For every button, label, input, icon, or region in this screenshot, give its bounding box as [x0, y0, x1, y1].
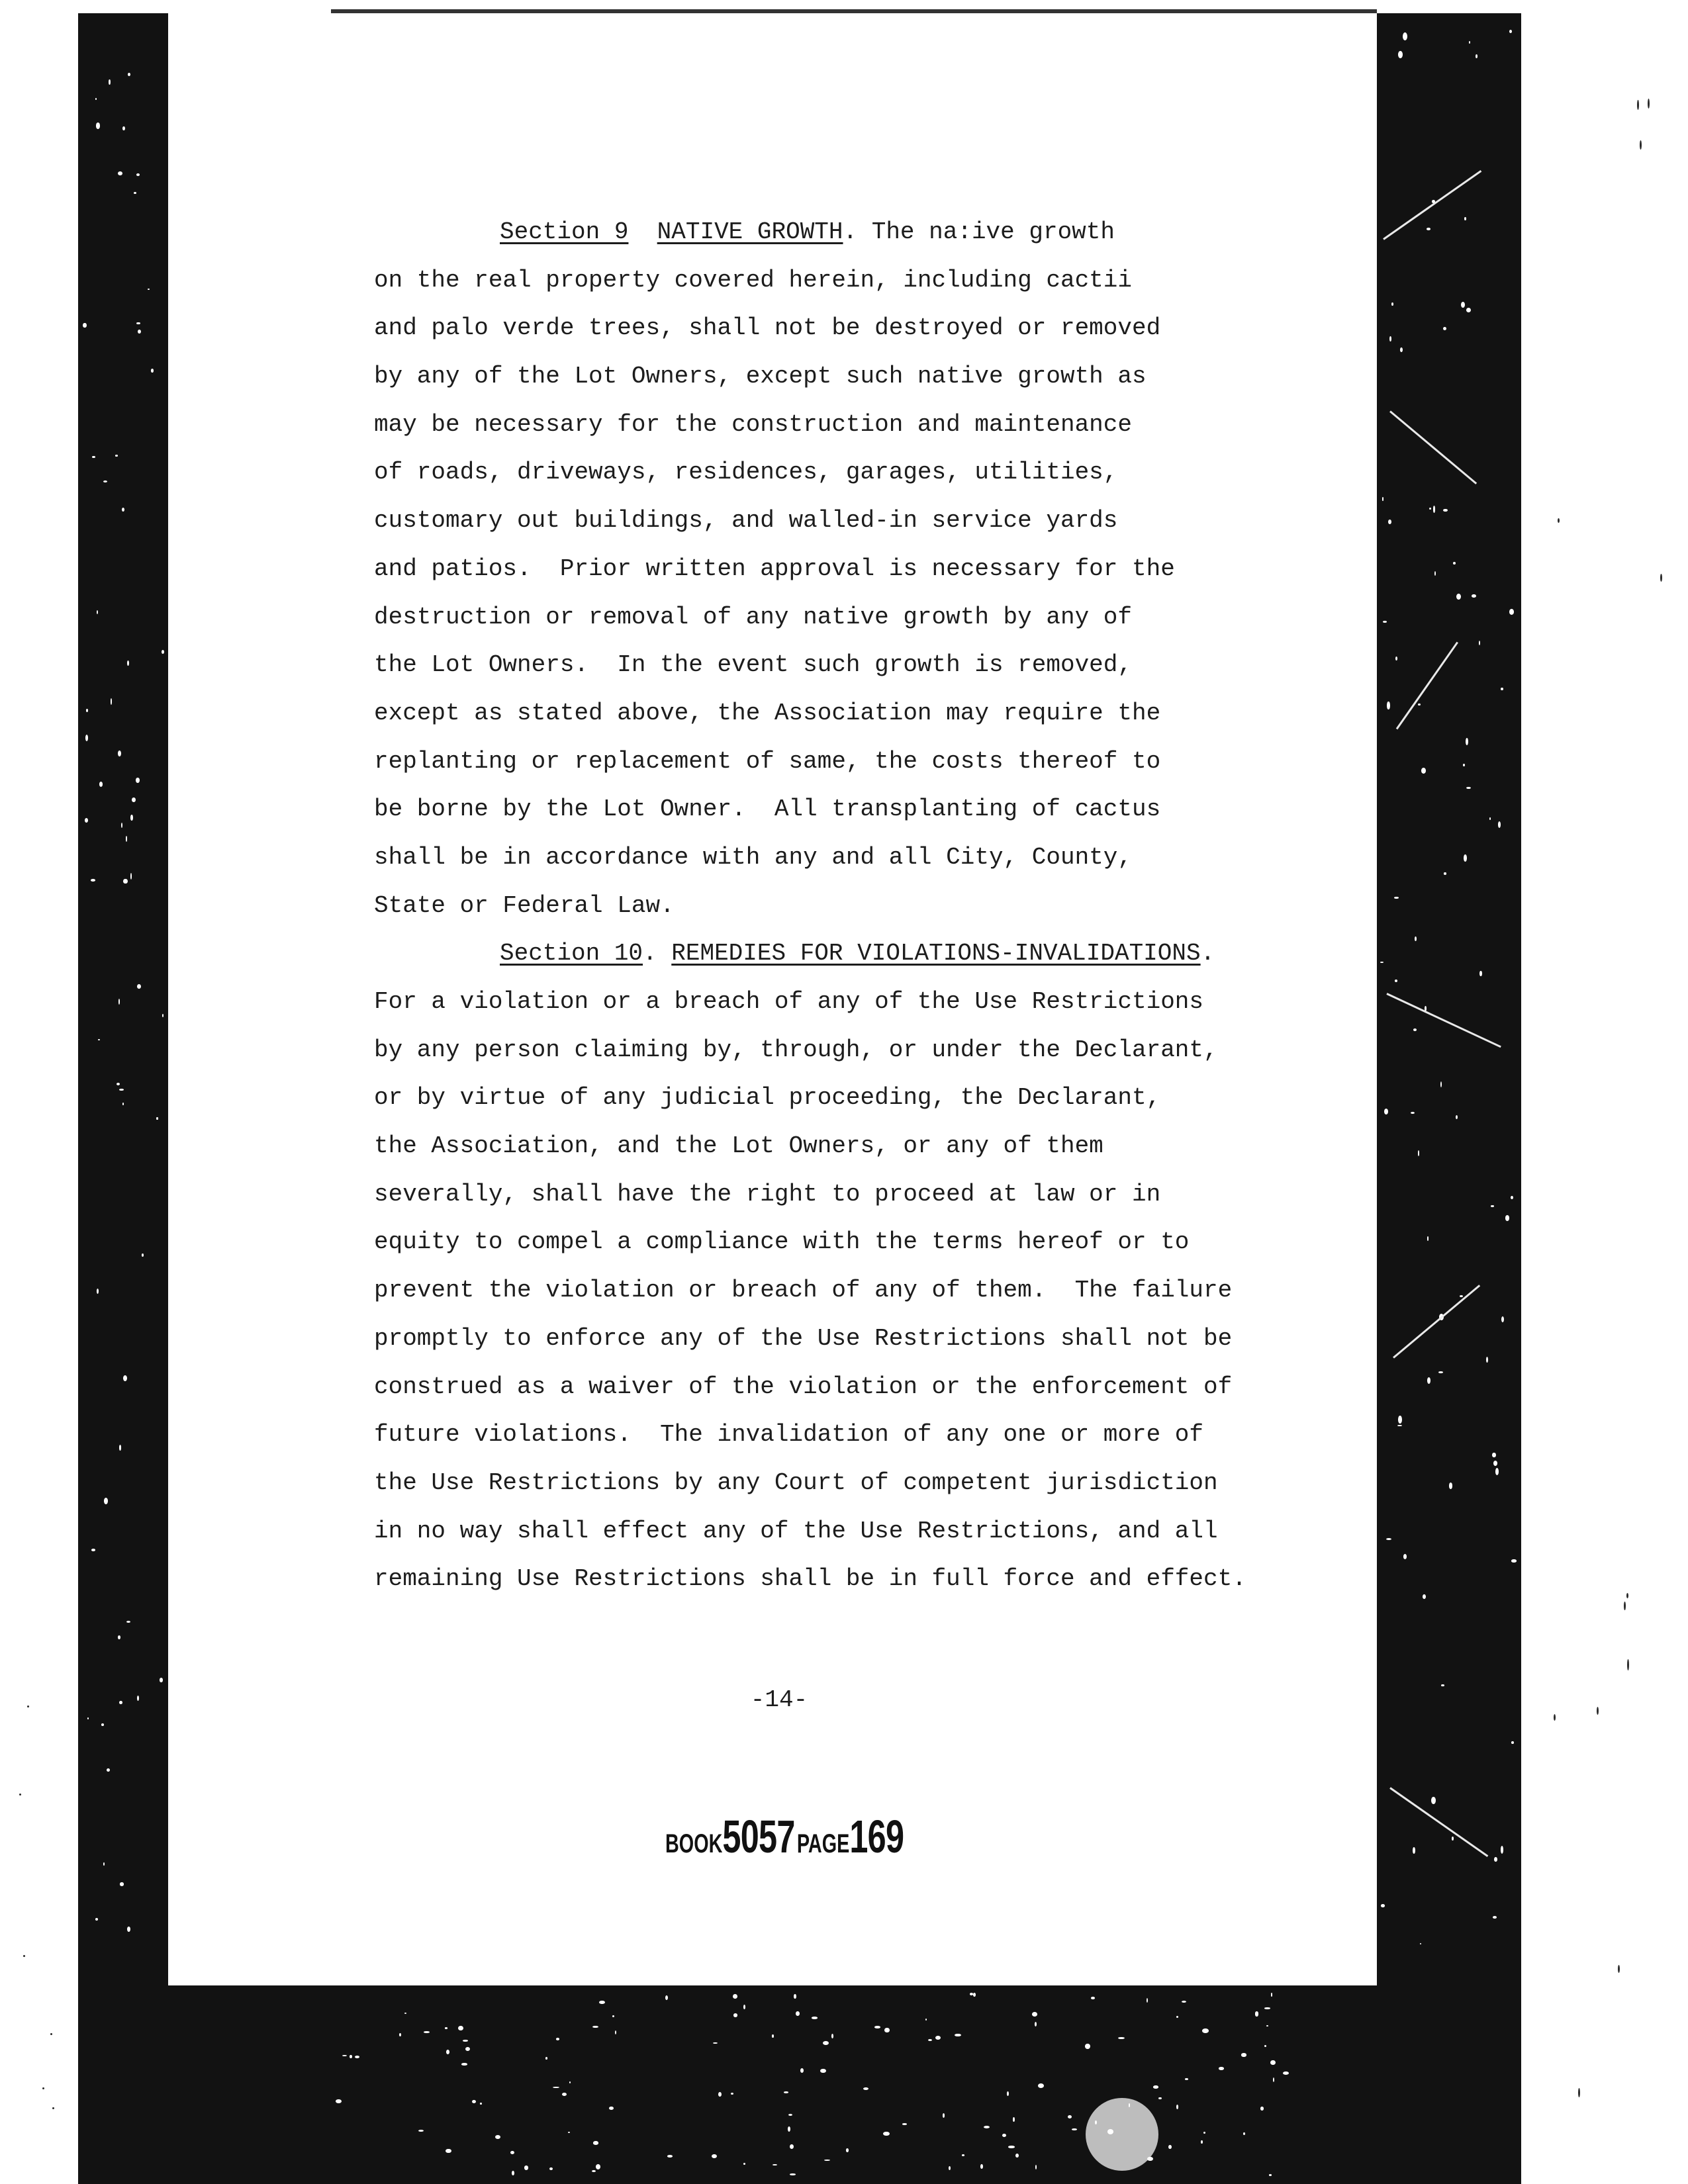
- section-9-line: State or Federal Law.: [374, 891, 675, 919]
- scan-speck: [122, 126, 124, 130]
- scan-speck: [1427, 228, 1430, 230]
- scan-speck: [97, 1289, 99, 1294]
- scan-speck: [1463, 764, 1465, 766]
- section-10-line: the Use Restrictions by any Court of competent jurisdiction: [374, 1469, 1218, 1496]
- section-10-line: by any person claiming by, through, or under the Declarant,: [374, 1036, 1218, 1064]
- scan-speck: [404, 2013, 406, 2014]
- scan-speck: [99, 782, 103, 787]
- scan-speck: [1456, 1115, 1458, 1119]
- scan-speck: [615, 2030, 616, 2034]
- scan-speck: [95, 98, 97, 99]
- scan-speck: [104, 1498, 108, 1504]
- scan-speck: [1398, 1416, 1402, 1424]
- section-10-line: construed as a waiver of the violation or the enforcement of: [374, 1373, 1233, 1400]
- scan-speck: [162, 1014, 164, 1017]
- scan-speck: [1626, 1593, 1628, 1598]
- scan-speck: [796, 2011, 800, 2016]
- section-10-line: prevent the violation or breach of any of them. The failure: [374, 1277, 1233, 1304]
- scan-speck: [472, 2100, 476, 2103]
- scan-speck: [1597, 1707, 1599, 1715]
- scan-speck: [1464, 217, 1466, 220]
- scan-speck: [109, 79, 110, 85]
- scan-speck: [1464, 854, 1467, 862]
- scan-speck: [1013, 2117, 1014, 2122]
- scan-speck: [1460, 1295, 1463, 1297]
- scan-speck: [1107, 2129, 1113, 2134]
- scan-speck: [1380, 962, 1383, 963]
- scan-speck: [790, 2173, 796, 2175]
- scan-speck: [1479, 971, 1481, 976]
- scan-speck: [128, 73, 130, 76]
- scan-speck: [831, 2034, 833, 2038]
- scan-speck: [1398, 51, 1402, 58]
- scan-speck: [1243, 2132, 1245, 2135]
- scan-speck: [962, 2154, 964, 2156]
- section-10-line: future violations. The invalidation of any one or more of: [374, 1421, 1204, 1449]
- scan-speck: [1264, 2007, 1270, 2009]
- scan-speck: [350, 2055, 352, 2058]
- section-9-line: of roads, driveways, residences, garages, utilities,: [374, 459, 1118, 486]
- scan-speck: [156, 1117, 158, 1119]
- scan-speck: [592, 2170, 596, 2172]
- scan-speck: [138, 330, 141, 334]
- scan-speck: [1494, 1857, 1497, 1862]
- scan-speck: [820, 2069, 825, 2073]
- scan-speck: [87, 1717, 89, 1719]
- scan-speck: [1627, 1659, 1629, 1670]
- bottom-scan-border: [78, 1985, 1521, 2184]
- scan-speck: [1391, 302, 1393, 306]
- scan-speck: [712, 2154, 717, 2158]
- scan-speck: [85, 735, 88, 741]
- scan-speck: [130, 815, 132, 820]
- section-10-heading: Section 10. REMEDIES FOR VIOLATIONS-INVALIDATIONS.: [500, 940, 1215, 968]
- scan-speck: [91, 879, 95, 882]
- scan-speck: [1091, 1997, 1095, 1999]
- section-10-title: REMEDIES FOR VIOLATIONS-INVALIDATIONS: [671, 940, 1201, 968]
- scan-speck: [599, 2001, 604, 2004]
- scan-speck: [445, 2027, 448, 2028]
- scan-speck: [1273, 2077, 1274, 2082]
- scan-speck: [123, 879, 127, 884]
- scan-speck: [127, 660, 129, 666]
- scan-speck: [823, 2041, 829, 2045]
- scan-speck: [120, 1882, 124, 1886]
- section-10-label: Section 10: [500, 940, 643, 968]
- scan-speck: [1434, 571, 1436, 576]
- scan-speck: [569, 2081, 571, 2083]
- scan-speck: [1202, 2028, 1208, 2033]
- scan-speck: [119, 1089, 124, 1091]
- scan-speck: [510, 2151, 514, 2154]
- scan-speck: [1449, 1482, 1452, 1489]
- scan-speck: [1501, 688, 1503, 690]
- scan-speck: [1413, 1847, 1415, 1853]
- section-9-line: the Lot Owners. In the event such growth is removed,: [374, 651, 1132, 679]
- scan-speck: [1427, 1377, 1430, 1384]
- scan-speck: [92, 456, 95, 458]
- scan-speck: [1118, 2037, 1125, 2039]
- section-10-line: equity to compel a compliance with the terms hereof or to: [374, 1228, 1190, 1256]
- scan-speck: [445, 2149, 451, 2154]
- scan-speck: [731, 2093, 733, 2095]
- scan-speck: [553, 2087, 559, 2088]
- scan-speck: [1452, 1837, 1454, 1841]
- stamp-book-label: BOOK: [665, 1829, 723, 1858]
- scan-speck: [336, 2099, 341, 2103]
- scan-speck: [784, 2091, 788, 2093]
- scan-speck: [480, 2103, 482, 2104]
- scan-speck: [1466, 308, 1471, 312]
- scan-speck: [118, 999, 120, 1005]
- scan-speck: [1129, 2103, 1130, 2107]
- scan-speck: [42, 2087, 44, 2089]
- section-9-first-line: [374, 208, 1314, 257]
- scan-speck: [980, 2164, 982, 2169]
- section-9-label: Section 9: [500, 218, 629, 246]
- right-scan-border: [1377, 13, 1521, 2184]
- scan-speck: [151, 369, 154, 372]
- scan-speck: [118, 751, 121, 756]
- scan-speck: [788, 2114, 792, 2116]
- section-9-line: by any of the Lot Owners, except such native growth as: [374, 363, 1147, 390]
- scan-speck: [1185, 2078, 1188, 2080]
- scan-speck: [142, 1253, 144, 1257]
- scan-speck: [137, 1696, 139, 1702]
- scan-speck: [1147, 2157, 1152, 2161]
- scan-speck: [495, 2135, 500, 2139]
- scan-speck: [733, 1994, 737, 1999]
- scan-speck: [115, 455, 118, 456]
- section-9-title: NATIVE GROWTH: [657, 218, 843, 246]
- scan-speck: [1266, 2025, 1268, 2026]
- scan-speck: [52, 2107, 54, 2109]
- scan-speck: [1201, 2140, 1203, 2144]
- scan-speck: [1415, 936, 1417, 941]
- section-9-line: on the real property covered herein, including cactii: [374, 266, 1132, 294]
- scan-speck: [1511, 1741, 1513, 1744]
- scan-speck: [665, 1995, 668, 2000]
- scan-speck: [812, 2017, 818, 2019]
- scan-speck: [96, 122, 101, 129]
- scan-speck: [1443, 327, 1446, 330]
- scan-speck: [1413, 1028, 1417, 1031]
- scan-speck: [1418, 704, 1421, 706]
- scan-speck: [512, 2171, 514, 2175]
- scan-speck: [612, 2015, 614, 2017]
- scan-speck: [943, 2113, 945, 2118]
- scan-speck: [1072, 2128, 1077, 2130]
- section-10-line: remaining Use Restrictions shall be in full force and effect.: [374, 1565, 1246, 1593]
- scan-speck: [667, 2155, 673, 2158]
- section-10-line: in no way shall effect any of the Use Restrictions, and all: [374, 1517, 1218, 1545]
- section-10-line: For a violation or a breach of any of the Use Restrictions: [374, 988, 1204, 1015]
- section-10-line: or by virtue of any judicial proceeding, the Declarant,: [374, 1084, 1161, 1112]
- section-9-line: . The na:ive growth: [843, 218, 1115, 246]
- scan-speck: [136, 173, 139, 176]
- scan-speck: [1386, 1538, 1391, 1540]
- scan-speck: [1388, 520, 1391, 524]
- scan-speck: [549, 2167, 553, 2170]
- scan-speck: [123, 1375, 127, 1381]
- section-9-line: except as stated above, the Association may require the: [374, 699, 1161, 727]
- scan-speck: [458, 2026, 463, 2031]
- scan-speck: [461, 2063, 467, 2066]
- stamp-book-number: 5057: [722, 1811, 795, 1862]
- scan-speck: [1618, 1965, 1620, 1974]
- stamp-page-number: 169: [849, 1811, 904, 1862]
- scan-speck: [27, 1706, 29, 1707]
- scan-speck: [1476, 54, 1477, 58]
- scan-speck: [1624, 1602, 1626, 1611]
- scan-speck: [1511, 1559, 1517, 1562]
- book-page-stamp: [665, 1810, 904, 1863]
- scan-speck: [1397, 1425, 1402, 1426]
- scan-speck: [1387, 702, 1389, 709]
- scan-speck: [1660, 574, 1662, 581]
- scan-speck: [1479, 641, 1480, 645]
- scan-speck: [1381, 1904, 1385, 1907]
- document-body: [374, 208, 1314, 1604]
- scan-speck: [1440, 1081, 1442, 1088]
- scan-speck: [1648, 99, 1650, 109]
- scan-speck: [1395, 657, 1397, 660]
- section-9-line: and patios. Prior written approval is necessary for the: [374, 555, 1175, 582]
- top-scan-edge: [331, 9, 1377, 13]
- scan-speck: [1554, 1714, 1556, 1721]
- scan-speck: [1558, 518, 1560, 523]
- stamp-page-label: PAGE: [796, 1829, 850, 1858]
- scan-speck: [122, 508, 124, 512]
- scan-speck: [788, 2126, 790, 2132]
- section-10: [374, 930, 1314, 1604]
- scan-speck: [1461, 302, 1465, 308]
- section-10-line: severally, shall have the right to proceed at law or in: [374, 1180, 1161, 1208]
- section-9-line: destruction or removal of any native growth by any of: [374, 603, 1132, 631]
- scan-speck: [794, 1994, 796, 1999]
- scan-speck: [1501, 1846, 1503, 1853]
- scan-speck: [902, 2123, 907, 2124]
- scan-speck: [1383, 621, 1387, 623]
- scan-speck: [1423, 1594, 1426, 1599]
- scan-speck: [1269, 2174, 1272, 2175]
- scan-speck: [1153, 2085, 1158, 2089]
- scan-speck: [1085, 2044, 1090, 2049]
- scan-speck: [83, 323, 87, 328]
- section-9: [374, 208, 1314, 930]
- section-9-line: and palo verde trees, shall not be destroyed or removed: [374, 314, 1161, 342]
- scan-speck: [1492, 1453, 1495, 1457]
- scan-speck: [1394, 897, 1399, 899]
- scan-speck: [596, 2164, 600, 2169]
- section-9-line: may be necessary for the construction and maintenance: [374, 410, 1132, 438]
- scan-speck: [19, 1794, 21, 1796]
- section-10-line: promptly to enforce any of the Use Restrictions shall not be: [374, 1324, 1233, 1352]
- scan-speck: [103, 1862, 105, 1866]
- scan-speck: [50, 2033, 52, 2035]
- section-9-line: be borne by the Lot Owner. All transplanting of cactus: [374, 796, 1161, 823]
- scan-speck: [883, 2132, 889, 2136]
- scan-speck: [1035, 2022, 1037, 2026]
- scan-speck: [1509, 609, 1514, 615]
- scan-speck: [1241, 2053, 1246, 2056]
- scan-speck: [1095, 2120, 1097, 2124]
- scan-speck: [1501, 1316, 1504, 1322]
- scan-speck: [1255, 2011, 1259, 2016]
- scan-speck: [1491, 1205, 1494, 1207]
- section-9-line: customary out buildings, and walled-in service yards: [374, 507, 1118, 535]
- section-9-line: shall be in accordance with any and all City, County,: [374, 843, 1132, 871]
- scan-speck: [1008, 2146, 1015, 2148]
- scan-speck: [101, 1723, 104, 1726]
- scan-speck: [1264, 2045, 1266, 2047]
- scan-speck: [556, 2038, 559, 2040]
- scan-speck: [743, 2163, 745, 2165]
- scan-speck: [846, 2148, 849, 2152]
- scan-speck: [713, 2042, 718, 2044]
- scan-speck: [973, 1993, 976, 1997]
- scan-speck: [1498, 821, 1501, 828]
- scan-speck: [949, 2166, 951, 2170]
- scan-speck: [23, 1955, 25, 1957]
- scan-speck: [1578, 2088, 1580, 2097]
- scan-speck: [593, 2141, 598, 2144]
- scan-speck: [884, 2028, 890, 2033]
- scan-speck: [1640, 140, 1642, 150]
- left-scan-border: [78, 13, 168, 2184]
- scan-speck: [1489, 817, 1491, 820]
- scan-speck: [463, 2040, 468, 2042]
- scan-speck: [1456, 594, 1461, 600]
- scan-speck: [126, 836, 128, 842]
- section-10-line: the Association, and the Lot Owners, or any of them: [374, 1132, 1103, 1160]
- scan-speck: [592, 2026, 598, 2028]
- page-number: -14-: [750, 1686, 808, 1713]
- scan-speck: [1219, 2067, 1225, 2070]
- scan-speck: [1637, 100, 1639, 111]
- section-9-line: replanting or replacement of same, the costs thereof to: [374, 747, 1161, 775]
